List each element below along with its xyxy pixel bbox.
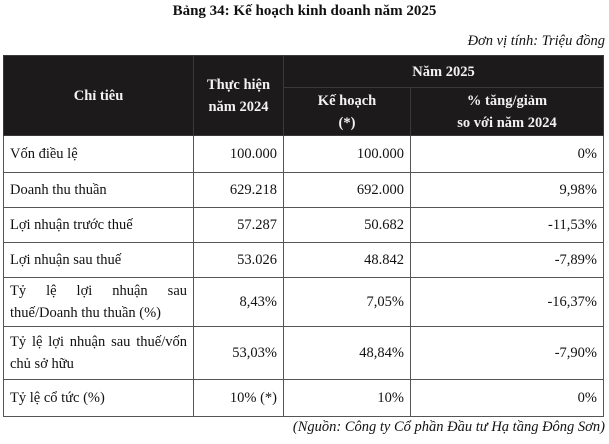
row-label: Lợi nhuận sau thuế bbox=[4, 243, 194, 278]
plan-2025-value: 10% bbox=[284, 380, 411, 417]
change-value: -16,37% bbox=[411, 278, 604, 327]
actual-2024-value: 10% (*) bbox=[194, 380, 284, 417]
actual-2024-value: 8,43% bbox=[194, 278, 284, 327]
business-plan-table bbox=[3, 55, 604, 417]
row-label: Tỷ lệ cổ tức (%) bbox=[4, 380, 194, 417]
change-value: 9,98% bbox=[411, 173, 604, 208]
table-row bbox=[4, 243, 604, 278]
table-row bbox=[4, 173, 604, 208]
table-title: Bảng 34: Kế hoạch kinh doanh năm 2025 bbox=[172, 3, 437, 19]
row-label: Vốn điều lệ bbox=[4, 136, 194, 173]
actual-2024-value: 629.218 bbox=[194, 173, 284, 208]
row-label: Tỷ lệ lợi nhuận sau thuế/Doanh thu thuần (%) bbox=[4, 278, 194, 327]
row-label: Lợi nhuận trước thuế bbox=[4, 208, 194, 243]
actual-2024-value: 100.000 bbox=[194, 136, 284, 173]
unit-note: Đơn vị tính: Triệu đồng bbox=[467, 33, 605, 49]
plan-2025-value: 7,05% bbox=[284, 278, 411, 327]
plan-2025-value: 50.682 bbox=[284, 208, 411, 243]
source-note: (Nguồn: Công ty Cổ phần Đầu tư Hạ tầng Đông Sơn) bbox=[292, 419, 605, 435]
header-change: % tăng/giảm so với năm 2024 bbox=[411, 88, 604, 136]
change-value: -7,90% bbox=[411, 327, 604, 380]
row-label: Doanh thu thuần bbox=[4, 173, 194, 208]
plan-2025-value: 48,84% bbox=[284, 327, 411, 380]
change-value: 0% bbox=[411, 136, 604, 173]
plan-2025-value: 48.842 bbox=[284, 243, 411, 278]
plan-2025-value: 100.000 bbox=[284, 136, 411, 173]
actual-2024-value: 53,03% bbox=[194, 327, 284, 380]
actual-2024-value: 57.287 bbox=[194, 208, 284, 243]
plan-2025-value: 692.000 bbox=[284, 173, 411, 208]
table-row bbox=[4, 380, 604, 417]
change-value: 0% bbox=[411, 380, 604, 417]
table-row bbox=[4, 278, 604, 327]
actual-2024-value: 53.026 bbox=[194, 243, 284, 278]
change-value: -7,89% bbox=[411, 243, 604, 278]
table-row bbox=[4, 208, 604, 243]
table-row bbox=[4, 327, 604, 380]
change-value: -11,53% bbox=[411, 208, 604, 243]
header-plan: Kế hoạch (*) bbox=[284, 88, 411, 136]
header-indicator: Chỉ tiêu bbox=[4, 56, 194, 136]
table-row bbox=[4, 136, 604, 173]
row-label: Tỷ lệ lợi nhuận sau thuế/vốn chủ sở hữu bbox=[4, 327, 194, 380]
header-actual-2024: Thực hiện năm 2024 bbox=[194, 56, 284, 136]
header-group-2025: Năm 2025 bbox=[284, 56, 604, 88]
